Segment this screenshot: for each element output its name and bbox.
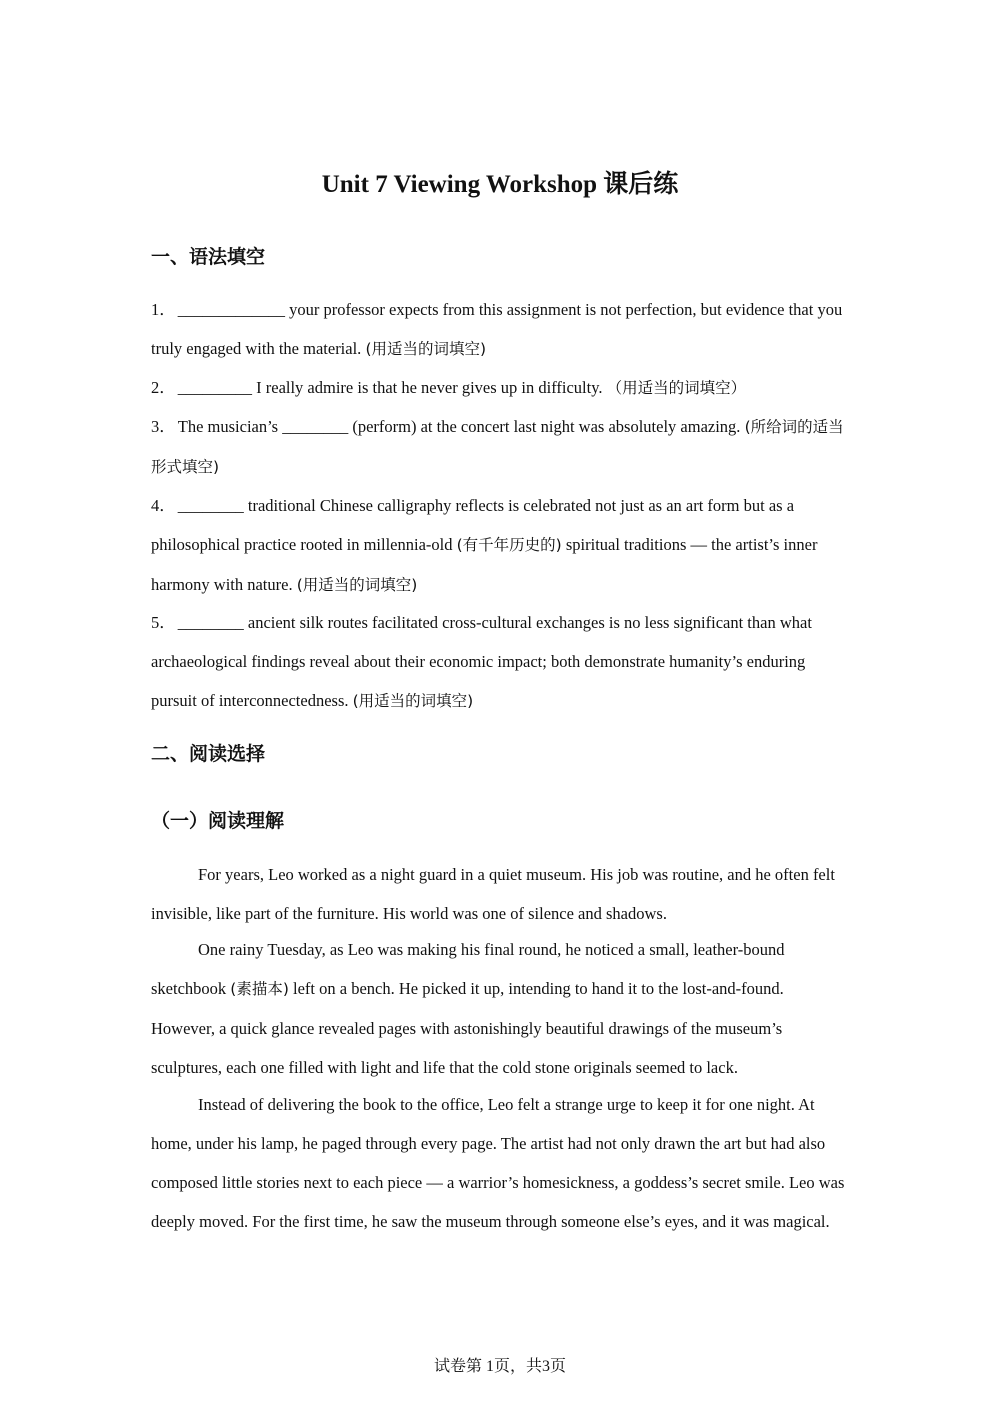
page-footer: 试卷第 1页，共3页 bbox=[433, 1358, 566, 1375]
question-hint: (用适当的词填空) bbox=[365, 340, 487, 358]
question-text-continued: spiritual traditions — the artist’s inner harmony with nature. bbox=[151, 535, 818, 594]
question-number: 2． bbox=[151, 378, 176, 397]
question-hint: (所给词的适当形式填空) bbox=[151, 418, 844, 476]
question-text: _____________ your professor expects from this assignment is not perfection, but evidence that you truly engaged with the material. bbox=[151, 300, 843, 358]
paragraph-text-continued: left on a bench. He picked it up, intending to hand it to the lost-and-found. However, a quick glance revealed pages with astonishingly beautiful drawings of the museum’s sculptures, each one filled with light and life that the cold stone originals seemed to lack. bbox=[151, 979, 784, 1077]
gloss: (有千年历史的) bbox=[456, 536, 562, 554]
question-4 bbox=[151, 486, 851, 605]
passage-paragraph-3: Instead of delivering the book to the office, Leo felt a strange urge to keep it for one night. At home, under his lamp, he paged through every page. The artist had not only drawn the art but had also composed little stories next to each piece — a warrior’s homesickness, a goddess’s secret smile. Leo was deeply moved. For the first time, he saw the museum through someone else’s eyes, and it was magical. bbox=[151, 1095, 845, 1231]
paragraph-text: One rainy Tuesday, as Leo was making his final round, he noticed a small, leather-bound sketchbook bbox=[151, 940, 785, 998]
question-hint: (用适当的词填空) bbox=[296, 576, 418, 594]
page-title: Unit 7 Viewing Workshop 课后练 bbox=[321, 171, 679, 198]
question-hint: (用适当的词填空) bbox=[352, 692, 474, 710]
question-hint: （用适当的词填空） bbox=[606, 379, 747, 397]
gloss: (素描本) bbox=[230, 980, 289, 998]
question-text: ________ traditional Chinese calligraphy reflects is celebrated not just as an art form but as a philosophical practice rooted in millennia-old bbox=[151, 496, 795, 554]
question-text: ________ ancient silk routes facilitated cross-cultural exchanges is no less significant than what archaeological findings reveal about their economic impact; both demonstrate humanity’s enduring pursuit of interconnectedness. bbox=[151, 613, 812, 710]
question-3 bbox=[151, 407, 851, 487]
section-heading-reading: 二、阅读选择 bbox=[151, 743, 266, 765]
section-heading-grammar: 一、语法填空 bbox=[151, 246, 266, 268]
question-number: 4． bbox=[151, 496, 176, 515]
question-text: The musician’s ________ (perform) at the concert last night was absolutely amazing. bbox=[177, 417, 745, 436]
question-text: _________ I really admire is that he never gives up in difficulty. bbox=[177, 378, 607, 397]
subsection-heading: （一）阅读理解 bbox=[151, 810, 285, 832]
question-number: 3． bbox=[151, 417, 176, 436]
question-1 bbox=[151, 290, 851, 369]
passage-paragraph-1: For years, Leo worked as a night guard in a quiet museum. His job was routine, and he often felt invisible, like part of the furniture. His world was one of silence and shadows. bbox=[151, 865, 835, 923]
question-2 bbox=[151, 368, 851, 408]
passage-paragraph-2 bbox=[151, 930, 851, 1087]
question-5 bbox=[151, 603, 851, 721]
question-number: 5． bbox=[151, 613, 176, 632]
question-number: 1． bbox=[151, 300, 176, 319]
